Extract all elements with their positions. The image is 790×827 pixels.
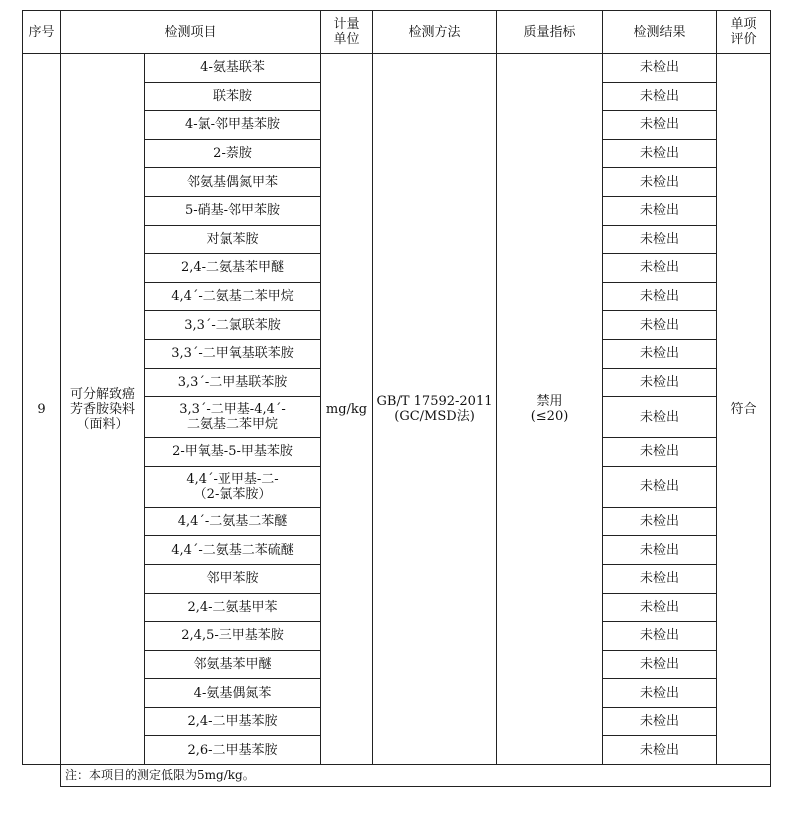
test-item-name: 3,3´-二甲基-4,4´- 二氨基二苯甲烷 xyxy=(145,397,321,438)
test-item-result: 未检出 xyxy=(603,254,717,283)
test-item-result: 未检出 xyxy=(603,111,717,140)
test-item-result: 未检出 xyxy=(603,707,717,736)
test-item-result: 未检出 xyxy=(603,225,717,254)
test-item-result: 未检出 xyxy=(603,339,717,368)
test-item-name: 2,6-二甲基苯胺 xyxy=(145,736,321,765)
test-item-name: 2,4,5-三甲基苯胺 xyxy=(145,622,321,651)
test-item-result: 未检出 xyxy=(603,368,717,397)
test-item-name: 2,4-二氨基甲苯 xyxy=(145,593,321,622)
test-item-result: 未检出 xyxy=(603,593,717,622)
group-spec: 禁用 (≤20) xyxy=(497,54,603,765)
test-item-name: 邻氨基苯甲醚 xyxy=(145,650,321,679)
footnote: 注：本项目的测定低限为5mg/kg。 xyxy=(61,765,771,787)
test-item-name: 3,3´-二甲基联苯胺 xyxy=(145,368,321,397)
test-report-table xyxy=(22,10,771,787)
table-row xyxy=(23,54,771,83)
test-item-name: 2,4-二氨基苯甲醚 xyxy=(145,254,321,283)
test-item-name: 2-萘胺 xyxy=(145,139,321,168)
header-row xyxy=(23,11,771,54)
test-item-name: 邻氨基偶氮甲苯 xyxy=(145,168,321,197)
note-row xyxy=(23,765,771,787)
test-item-name: 3,3´-二甲氧基联苯胺 xyxy=(145,339,321,368)
test-item-result: 未检出 xyxy=(603,679,717,708)
test-item-result: 未检出 xyxy=(603,397,717,438)
header-item: 检测项目 xyxy=(61,11,321,54)
test-item-name: 邻甲苯胺 xyxy=(145,564,321,593)
header-method: 检测方法 xyxy=(373,11,497,54)
note-spacer xyxy=(23,765,61,787)
test-item-name: 2,4-二甲基苯胺 xyxy=(145,707,321,736)
group-category: 可分解致癌芳香胺染料（面料） xyxy=(61,54,145,765)
test-item-name: 5-硝基-邻甲苯胺 xyxy=(145,196,321,225)
group-method: GB/T 17592-2011 (GC/MSD法) xyxy=(373,54,497,765)
header-eval: 单项 评价 xyxy=(717,11,771,54)
header-result: 检测结果 xyxy=(603,11,717,54)
test-item-name: 3,3´-二氯联苯胺 xyxy=(145,311,321,340)
group-unit: mg/kg xyxy=(321,54,373,765)
test-item-name: 4-氯-邻甲基苯胺 xyxy=(145,111,321,140)
test-item-result: 未检出 xyxy=(603,282,717,311)
test-item-result: 未检出 xyxy=(603,196,717,225)
test-item-name: 4,4´-二氨基二苯醚 xyxy=(145,507,321,536)
test-item-name: 4,4´-亚甲基-二- （2-氯苯胺） xyxy=(145,466,321,507)
test-item-result: 未检出 xyxy=(603,536,717,565)
header-no: 序号 xyxy=(23,11,61,54)
test-item-name: 4-氨基联苯 xyxy=(145,54,321,83)
test-item-result: 未检出 xyxy=(603,82,717,111)
test-item-result: 未检出 xyxy=(603,507,717,536)
test-item-result: 未检出 xyxy=(603,311,717,340)
test-item-result: 未检出 xyxy=(603,438,717,467)
test-item-name: 4,4´-二氨基二苯硫醚 xyxy=(145,536,321,565)
test-item-result: 未检出 xyxy=(603,564,717,593)
test-item-name: 对氯苯胺 xyxy=(145,225,321,254)
test-item-result: 未检出 xyxy=(603,650,717,679)
header-spec: 质量指标 xyxy=(497,11,603,54)
header-unit: 计量 单位 xyxy=(321,11,373,54)
report-page xyxy=(22,10,770,818)
group-evaluation: 符合 xyxy=(717,54,771,765)
test-item-result: 未检出 xyxy=(603,736,717,765)
test-item-result: 未检出 xyxy=(603,466,717,507)
test-item-result: 未检出 xyxy=(603,54,717,83)
test-item-result: 未检出 xyxy=(603,168,717,197)
test-item-name: 4,4´-二氨基二苯甲烷 xyxy=(145,282,321,311)
test-item-name: 4-氨基偶氮苯 xyxy=(145,679,321,708)
test-item-result: 未检出 xyxy=(603,139,717,168)
test-item-result: 未检出 xyxy=(603,622,717,651)
test-item-name: 2-甲氧基-5-甲基苯胺 xyxy=(145,438,321,467)
group-number: 9 xyxy=(23,54,61,765)
test-item-name: 联苯胺 xyxy=(145,82,321,111)
